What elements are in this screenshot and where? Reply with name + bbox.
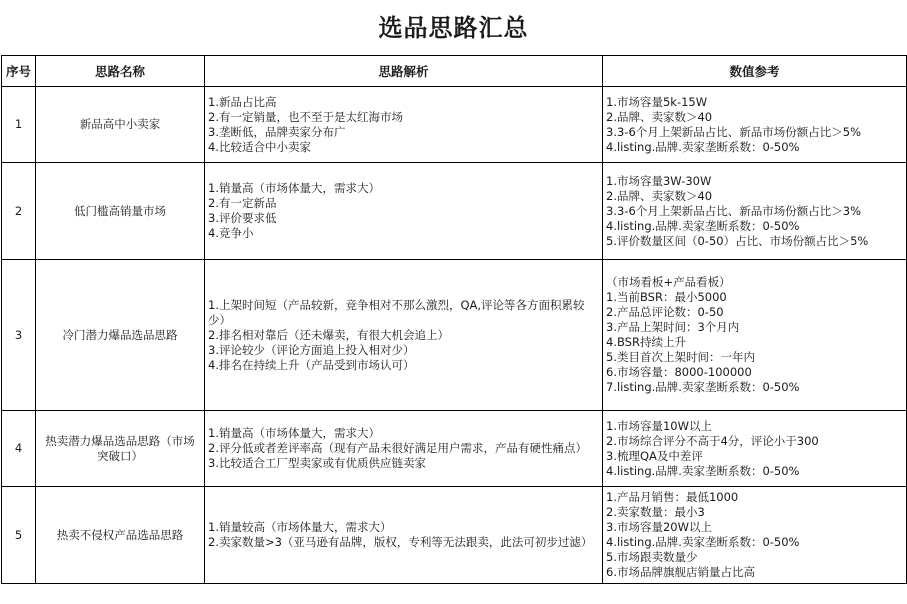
- header-row: [2, 56, 907, 87]
- table-row: [2, 87, 907, 163]
- analysis-line: 2.有一定销量，也不至于是太红海市场: [208, 109, 403, 124]
- analysis-line: 4.比较适合中小卖家: [208, 139, 311, 154]
- analysis-line: 2.卖家数量>3（亚马逊有品牌，版权，专利等无法跟卖，此法可初步过滤）: [208, 535, 593, 549]
- reference-line: 1.市场容量3W-30W: [606, 173, 712, 188]
- reference-line: 1.市场容量10W以上: [606, 418, 712, 433]
- reference-line: 5.评价数量区间（0-50）占比、市场份额占比＞5%: [606, 233, 869, 248]
- table-row: [2, 411, 907, 487]
- reference-line: 5.类目首次上架时间：一年内: [606, 350, 755, 364]
- row-reference: [603, 87, 907, 163]
- reference-line: 3.梳理QA及中差评: [606, 448, 703, 463]
- row-name: 热卖不侵权产品选品思路: [36, 487, 205, 584]
- analysis-line: 3.评价要求低: [208, 211, 277, 225]
- row-name: 新品高中小卖家: [36, 87, 205, 163]
- analysis-line: 3.垄断低，品牌卖家分布广: [208, 124, 346, 139]
- reference-line: 3.产品上架时间：3个月内: [606, 320, 740, 334]
- row-reference: [603, 411, 907, 487]
- reference-line: 3.3-6个月上架新品占比、新品市场份额占比＞5%: [606, 124, 861, 139]
- analysis-line: 1.销量高（市场体量大，需求大）: [208, 426, 380, 440]
- row-seq: 5: [2, 487, 36, 584]
- reference-line: 4.listing.品牌.卖家垄断系数：0-50%: [606, 535, 800, 549]
- row-analysis: [205, 411, 603, 487]
- analysis-line: 1.上架时间短（产品较新，竞争相对不那么激烈，QA,评论等各方面积累较少）: [208, 297, 585, 327]
- row-seq: 3: [2, 260, 36, 411]
- page-title: 选品思路汇总: [378, 14, 529, 42]
- analysis-line: 2.有一定新品: [208, 196, 277, 210]
- reference-line: 4.BSR持续上升: [606, 335, 686, 349]
- reference-line: 4.listing.品牌.卖家垄断系数：0-50%: [606, 463, 800, 478]
- reference-line: 7.listing.品牌.卖家垄断系数：0-50%: [606, 380, 800, 394]
- reference-line: 5.市场跟卖数量少: [606, 550, 698, 564]
- reference-line: 3.市场容量20W以上: [606, 520, 712, 534]
- header-seq: 序号: [2, 56, 36, 87]
- reference-line: 1.市场容量5k-15W: [606, 94, 708, 109]
- row-reference: [603, 260, 907, 411]
- analysis-line: 3.比较适合工厂型卖家或有优质供应链卖家: [208, 456, 426, 470]
- header-reference: 数值参考: [603, 56, 907, 87]
- reference-line: 6.市场品牌旗舰店销量占比高: [606, 565, 755, 579]
- analysis-line: 4.竞争小: [208, 226, 254, 240]
- row-seq: 1: [2, 87, 36, 163]
- reference-line: 4.listing.品牌.卖家垄断系数：0-50%: [606, 139, 800, 154]
- row-analysis: [205, 487, 603, 584]
- reference-line: 1.当前BSR：最小5000: [606, 290, 727, 304]
- row-seq: 2: [2, 163, 36, 260]
- reference-line: 2.品牌、卖家数＞40: [606, 188, 713, 203]
- selection-table: [1, 55, 907, 584]
- header-analysis: 思路解析: [205, 56, 603, 87]
- row-analysis: [205, 87, 603, 163]
- reference-line: 6.市场容量：8000-100000: [606, 365, 752, 379]
- analysis-line: 1.销量较高（市场体量大，需求大）: [208, 520, 392, 534]
- row-reference: [603, 163, 907, 260]
- reference-line: （市场看板+产品看板）: [606, 275, 731, 289]
- row-analysis: [205, 260, 603, 411]
- table-row: [2, 260, 907, 411]
- row-name: 热卖潜力爆品选品思路（市场突破口）: [36, 411, 205, 487]
- reference-line: 2.品牌、卖家数＞40: [606, 109, 713, 124]
- reference-line: 1.产品月销售：最低1000: [606, 490, 739, 504]
- analysis-line: 2.排名相对靠后（还未爆卖，有很大机会追上）: [208, 327, 449, 342]
- row-reference: [603, 487, 907, 584]
- row-name: 冷门潜力爆品选品思路: [36, 260, 205, 411]
- table-row: [2, 163, 907, 260]
- analysis-line: 4.排名在持续上升（产品受到市场认可）: [208, 357, 415, 372]
- analysis-line: 2.评分低或者差评率高（现有产品未很好满足用户需求，产品有硬性痛点）: [208, 441, 587, 455]
- row-seq: 4: [2, 411, 36, 487]
- header-name: 思路名称: [36, 56, 205, 87]
- reference-line: 2.卖家数量：最小3: [606, 505, 705, 519]
- reference-line: 2.市场综合评分不高于4分，评论小于300: [606, 433, 819, 448]
- row-name: 低门槛高销量市场: [36, 163, 205, 260]
- table-row: [2, 487, 907, 584]
- row-analysis: [205, 163, 603, 260]
- reference-line: 4.listing.品牌.卖家垄断系数：0-50%: [606, 218, 800, 233]
- reference-line: 3.3-6个月上架新品占比、新品市场份额占比＞3%: [606, 203, 861, 218]
- analysis-line: 3.评论较少（评论方面追上投入相对少）: [208, 342, 415, 357]
- analysis-line: 1.新品占比高: [208, 94, 277, 109]
- reference-line: 2.产品总评论数：0-50: [606, 305, 724, 319]
- analysis-line: 1.销量高（市场体量大，需求大）: [208, 181, 380, 195]
